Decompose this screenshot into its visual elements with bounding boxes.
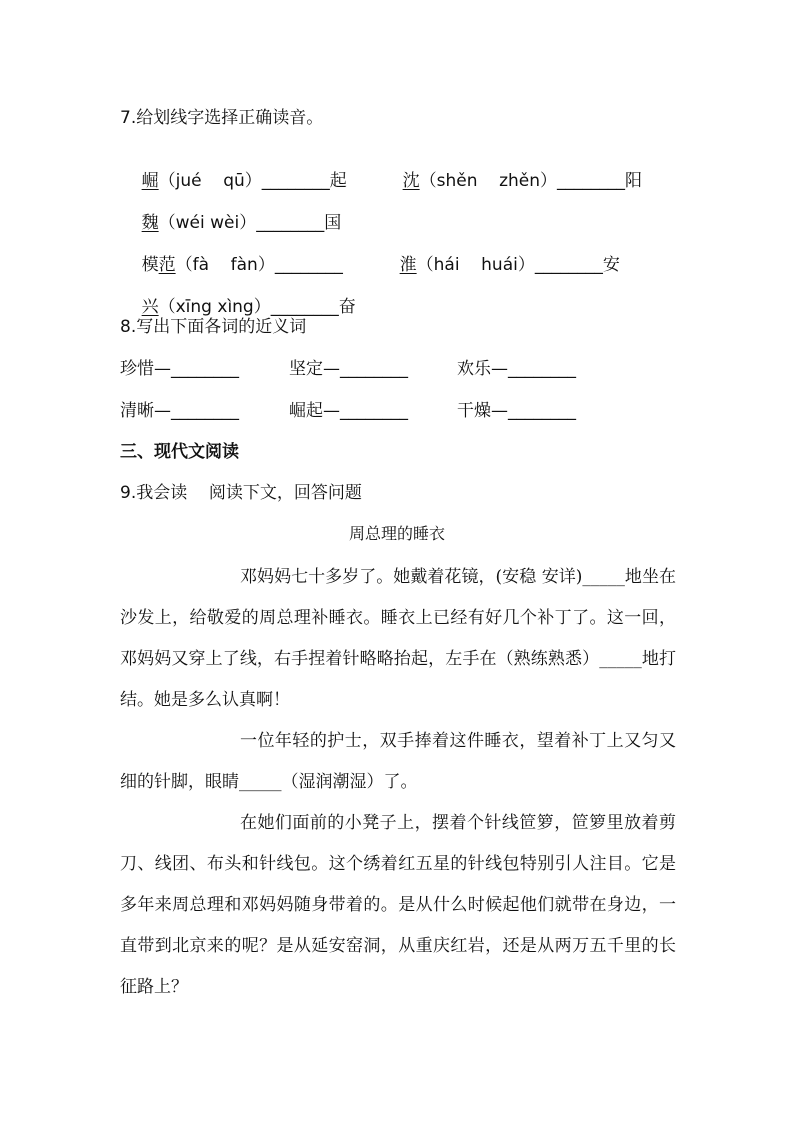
q7-char-mo: 模 [141,255,159,275]
q7-char-huai: 淮 [399,255,417,275]
passage-body [120,557,676,1008]
q7-options-fan: （fà fàn）________ [175,255,343,275]
q8-item: 珍惜—________ [120,359,239,379]
q8-item: 清晰—________ [120,401,239,421]
q7-heading: 7.给划线字选择正确读音。 [120,108,324,128]
passage-paragraph: 在她们面前的小凳子上，摆着个针线笸箩，笸箩里放着剪刀、线团、布头和针线包。这个绣着红五星的针线包特别引人注目。它是多年来周总理和邓妈妈随身带着的。是从什么时候起他们就带在身边，一直带到北京来的呢？是从延安窑洞，从重庆红岩，还是从两万五千里的长征路上？ [120,813,676,997]
passage-paragraph: 邓妈妈七十多岁了。她戴着花镜，(安稳 安详)_____地坐在沙发上，给敬爱的周总理补睡衣。睡衣上已经有好几个补丁了。这一回，邓妈妈又穿上了线，右手捏着针略略抬起，左手在（熟练熟悉）_____地打结。她是多么认真啊！ [120,567,676,710]
q7-char-wei: 魏 [141,213,159,233]
section-heading: 三、现代文阅读 [120,442,239,462]
q7-options-shen: （shěn zhěn）________阳 [419,171,643,191]
q8-item: 干燥—________ [457,401,576,421]
q7-char-fan: 范 [158,255,176,275]
q7-char-jue: 崛 [141,171,159,191]
q7-char-shen: 沈 [402,171,420,191]
q7-options-huai: （hái huái）________安 [416,255,620,275]
q7-options-jue: （jué qū）________起 [158,171,347,191]
q7-row-1-b [381,148,642,214]
q7-char-xing: 兴 [141,297,159,317]
q8-item: 崛起—________ [289,401,408,421]
q7-options-xing: （xīng xìng）________奋 [158,297,356,317]
q9-heading: 9.我会读 阅读下文，回答问题 [120,483,362,503]
q7-options-wei: （wéi wèi）________国 [158,213,342,233]
q7-row-3-b [378,232,620,298]
q8-heading: 8.写出下面各词的近义词 [120,317,307,337]
q8-item: 坚定—________ [289,359,408,379]
passage-title: 周总理的睡衣 [348,524,445,543]
passage-paragraph: 一位年轻的护士，双手捧着这件睡衣，望着补丁上又匀又细的针脚，眼睛_____（湿润潮湿）了。 [120,731,676,792]
q8-item: 欢乐—________ [457,359,576,379]
